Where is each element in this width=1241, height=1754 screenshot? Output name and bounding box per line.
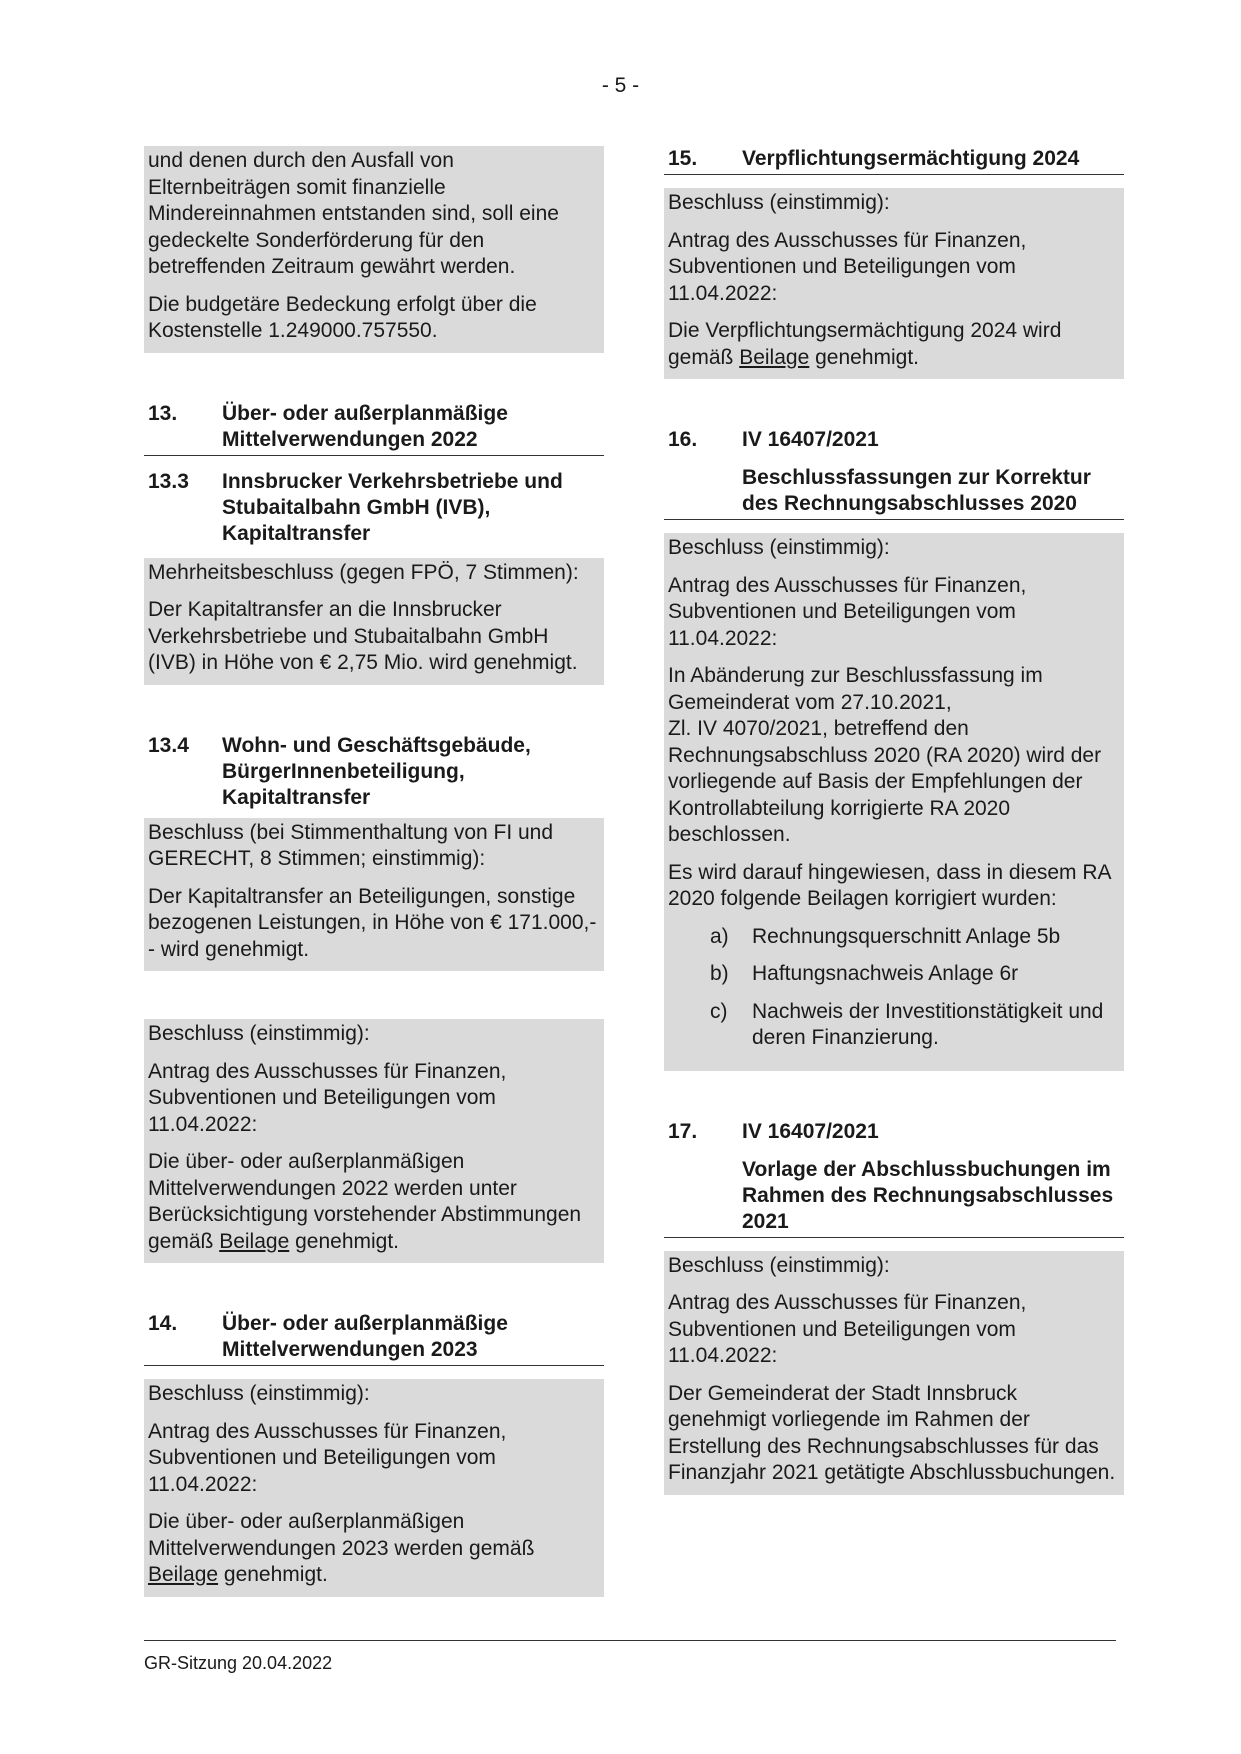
beilage-link[interactable]: Beilage xyxy=(739,345,810,369)
decision-text: Der Kapitaltransfer an Beteiligungen, sonstige bezogenen Leistungen, in Höhe von € 171.000,-- wird genehmigt. xyxy=(148,884,597,961)
page-number: - 5 - xyxy=(601,74,640,97)
decision-line: Mehrheitsbeschluss (gegen FPÖ, 7 Stimmen): xyxy=(148,560,579,584)
footer-text: GR-Sitzung 20.04.2022 xyxy=(144,1653,333,1673)
section-15-heading xyxy=(664,146,1124,175)
intro-paragraph: und denen durch den Ausfall von Elternbeiträgen somit finanzielle Mindereinnahmen entstanden sind, soll eine gedeckelte Sonderförderung für den betreffenden Zeitraum gewährt werden. xyxy=(148,149,559,278)
section-number: 13.3 xyxy=(148,469,189,493)
decision-line: Beschluss (einstimmig): xyxy=(148,1022,370,1045)
motion-line: Antrag des Ausschusses für Finanzen, Subventionen und Beteiligungen vom 11.04.2022: xyxy=(668,228,1027,305)
right-column xyxy=(664,146,1124,1495)
decision-line: Beschluss (einstimmig): xyxy=(148,1382,370,1405)
section-number: 14. xyxy=(148,1312,178,1335)
section-13-3-box xyxy=(144,558,604,685)
section-title: Wohn- und Geschäftsgebäude, BürgerInnenbeteiligung, Kapitaltransfer xyxy=(222,733,531,809)
decision-text: Die über- oder außerplanmäßigen Mittelverwendungen 2022 werden unter Berücksichtigung vorstehender Abstimmungen gemäß Beilage genehmigt. xyxy=(148,1150,582,1253)
section-number: 16. xyxy=(668,428,698,451)
decision-text: Der Gemeinderat der Stadt Innsbruck genehmigt vorliegende im Rahmen der Erstellung des Rechnungsabschlusses für das Finanzjahr 2021 getätigte Abschlussbuchungen. xyxy=(668,1381,1116,1484)
section-16-box xyxy=(664,533,1124,1071)
intro-box xyxy=(144,146,604,353)
section-13-heading xyxy=(144,401,604,456)
decision-line: Beschluss (einstimmig): xyxy=(668,1253,890,1277)
section-16-heading xyxy=(664,427,1124,455)
motion-line: Antrag des Ausschusses für Finanzen, Subventionen und Beteiligungen vom 11.04.2022: xyxy=(148,1419,507,1496)
section-reference: IV 16407/2021 xyxy=(742,1119,879,1143)
section-title: Verpflichtungsermächtigung 2024 xyxy=(742,147,1080,170)
section-17-box xyxy=(664,1251,1124,1495)
section-13-4-box xyxy=(144,818,604,972)
list-item: a) Rechnungsquerschnitt Anlage 5b xyxy=(710,924,1061,948)
decision-text-b: Zl. IV 4070/2021, betreffend den Rechnungsabschluss 2020 (RA 2020) wird der vorliegende auf Basis der Empfehlungen der Kontrollabteilung korrigierte RA 2020 beschlossen. xyxy=(668,717,1102,846)
section-16-title: Beschlussfassungen zur Korrektur des Rechnungsabschlusses 2020 xyxy=(664,455,1124,520)
budget-paragraph: Die budgetäre Bedeckung erfolgt über die Kostenstelle 1.249000.757550. xyxy=(148,292,537,342)
left-column xyxy=(144,146,604,1597)
decision-line: Beschluss (einstimmig): xyxy=(668,191,890,214)
decision-line: Beschluss (einstimmig): xyxy=(668,536,890,559)
section-title: Innsbrucker Verkehrsbetriebe und Stubaitalbahn GmbH (IVB), Kapitaltransfer xyxy=(222,469,563,545)
section-number: 13.4 xyxy=(148,733,189,757)
section-number: 15. xyxy=(668,147,698,170)
section-number: 17. xyxy=(668,1119,698,1143)
note-paragraph: Es wird darauf hingewiesen, dass in diesem RA 2020 folgende Beilagen korrigiert wurden: xyxy=(668,860,1111,910)
section-title: Über- oder außerplanmäßige Mittelverwendungen 2022 xyxy=(222,401,508,451)
motion-line: Antrag des Ausschusses für Finanzen, Subventionen und Beteiligungen vom 11.04.2022: xyxy=(148,1059,507,1136)
decision-text: Die über- oder außerplanmäßigen Mittelverwendungen 2023 werden gemäß Beilage genehmigt. xyxy=(148,1510,535,1586)
list-item: c) Nachweis der Investitionstätigkeit und deren Finanzierung. xyxy=(710,999,1104,1049)
decision-text-a: In Abänderung zur Beschlussfassung im Gemeinderat vom 27.10.2021, xyxy=(668,664,1043,714)
section-13-total-box xyxy=(144,1019,604,1263)
section-17-heading xyxy=(664,1119,1124,1147)
decision-text: Die Verpflichtungsermächtigung 2024 wird gemäß Beilage genehmigt. xyxy=(668,319,1062,369)
section-14-heading xyxy=(144,1311,604,1366)
section-15-box xyxy=(664,188,1124,379)
decision-line: Beschluss (bei Stimmenthaltung von FI und GERECHT, 8 Stimmen; einstimmig): xyxy=(148,820,554,870)
section-17-title: Vorlage der Abschlussbuchungen im Rahmen des Rechnungsabschlusses 2021 xyxy=(664,1147,1124,1238)
beilage-link[interactable]: Beilage xyxy=(148,1563,219,1586)
list-item: b) Haftungsnachweis Anlage 6r xyxy=(710,962,1019,985)
page-footer xyxy=(144,1640,1116,1674)
beilage-link[interactable]: Beilage xyxy=(219,1229,290,1253)
section-title: Über- oder außerplanmäßige Mittelverwendungen 2023 xyxy=(222,1312,508,1361)
section-number: 13. xyxy=(148,401,178,425)
section-reference: IV 16407/2021 xyxy=(742,428,879,451)
section-14-box xyxy=(144,1379,604,1597)
motion-line: Antrag des Ausschusses für Finanzen, Subventionen und Beteiligungen vom 11.04.2022: xyxy=(668,573,1027,650)
correction-list xyxy=(668,924,1120,1052)
motion-line: Antrag des Ausschusses für Finanzen, Subventionen und Beteiligungen vom 11.04.2022: xyxy=(668,1291,1027,1367)
decision-text: Der Kapitaltransfer an die Innsbrucker Verkehrsbetriebe und Stubaitalbahn GmbH (IVB) in Höhe von € 2,75 Mio. wird genehmigt. xyxy=(148,598,578,674)
section-13-3-heading xyxy=(144,469,604,549)
section-13-4-heading xyxy=(144,733,604,813)
